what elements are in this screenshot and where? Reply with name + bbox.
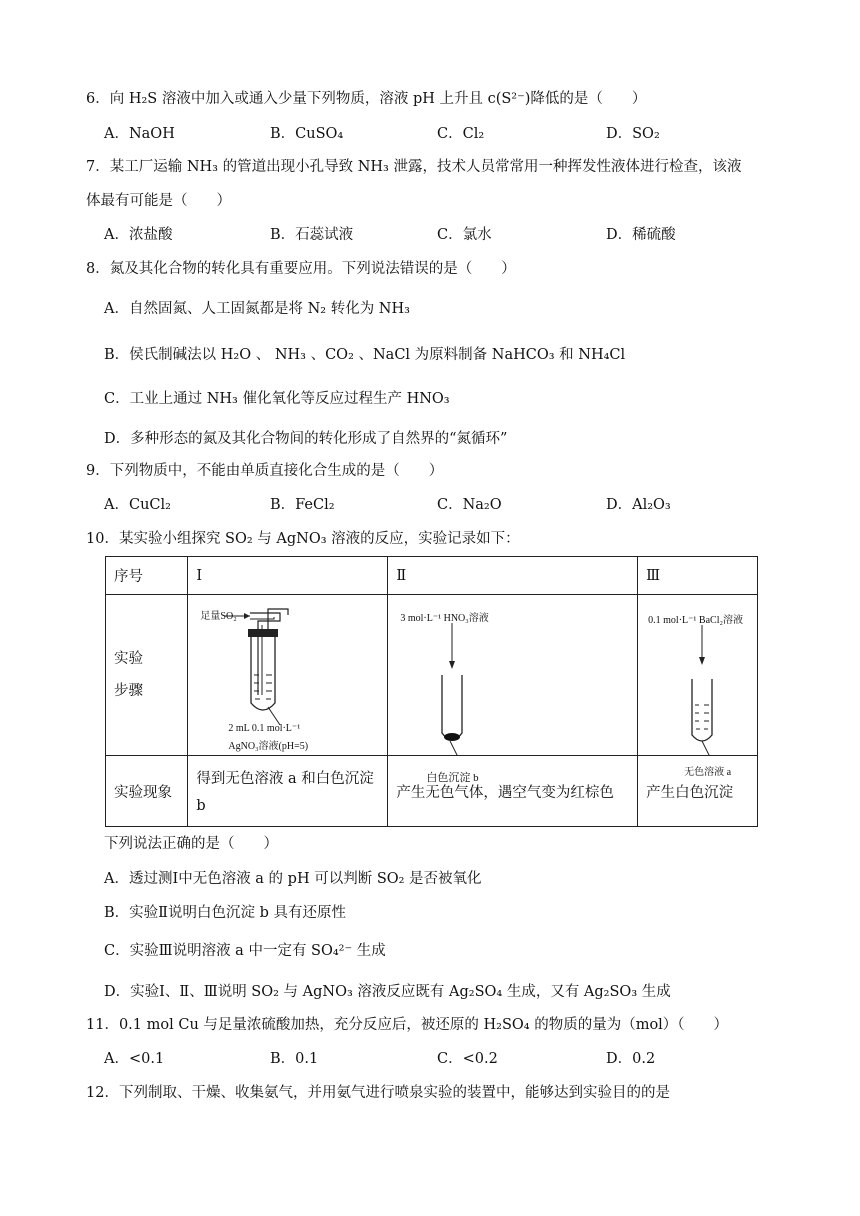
q11-option-d: D．0.2 — [606, 1051, 656, 1067]
q7-option-b: B．石蕊试液 — [270, 227, 354, 243]
step-figure-2 — [388, 595, 638, 784]
fig2-bottom-label: 白色沉淀 b — [426, 772, 479, 784]
fig3-top-label: 0.1 mol·L⁻¹ BaCl₂溶液 — [648, 615, 743, 626]
q8-option-a: A．自然固氮、人工固氮都是将 N₂ 转化为 NH₃ — [104, 301, 410, 317]
fig2-top-label: 3 mol·L⁻¹ HNO₃溶液 — [400, 613, 489, 624]
q6-option-d: D．SO₂ — [606, 126, 660, 142]
q12-stem: 12．下列制取、干燥、收集氨气，并用氨气进行喷泉实验的装置中，能够达到实验目的的是 — [86, 1085, 670, 1101]
q7-stem-line2: 体最有可能是（ ） — [86, 193, 231, 209]
q6-stem: 6．向 H₂S 溶液中加入或通入少量下列物质，溶液 pH 上升且 c(S²⁻)降低的是（ ） — [86, 91, 647, 107]
q6-option-c: C．Cl₂ — [437, 126, 485, 142]
experiment-table — [105, 556, 758, 827]
step-label: 实验 步骤 — [106, 595, 188, 756]
q10-question: 下列说法正确的是（ ） — [104, 836, 278, 852]
header-exp-1: Ⅰ — [188, 557, 388, 595]
observation-2: 产生无色气体，遇空气变为红棕色 — [388, 756, 638, 827]
fig1-bottom-label-1: 2 mL 0.1 mol·L⁻¹ — [228, 723, 301, 734]
q8-option-b: B．侯氏制碱法以 H₂O 、 NH₃ 、CO₂ 、NaCl 为原料制备 NaHCO₃ 和 NH₄Cl — [104, 347, 626, 363]
q6-option-a: A．NaOH — [104, 126, 175, 142]
observation-1: 得到无色溶液 a 和白色沉淀 b — [188, 756, 388, 827]
q10-option-d: D．实验Ⅰ、Ⅱ、Ⅲ说明 SO₂ 与 AgNO₃ 溶液反应既有 Ag₂SO₄ 生成，又有 Ag₂SO₃ 生成 — [104, 984, 671, 1000]
q10-option-c: C．实验Ⅲ说明溶液 a 中一定有 SO₄²⁻ 生成 — [104, 943, 386, 959]
header-exp-2: Ⅱ — [388, 557, 638, 595]
q11-option-b: B．0.1 — [270, 1051, 319, 1067]
q11-option-c: C．<0.2 — [437, 1051, 498, 1067]
q6-option-b: B．CuSO₄ — [270, 126, 344, 142]
q11-option-a: A．<0.1 — [104, 1051, 165, 1067]
q10-stem: 10．某实验小组探究 SO₂ 与 AgNO₃ 溶液的反应，实验记录如下： — [86, 531, 520, 547]
observation-label: 实验现象 — [106, 756, 188, 827]
q10-option-b: B．实验Ⅱ说明白色沉淀 b 具有还原性 — [104, 905, 347, 921]
q9-option-b: B．FeCl₂ — [270, 497, 335, 513]
q7-option-c: C．氯水 — [437, 227, 492, 243]
q9-stem: 9．下列物质中，不能由单质直接化合生成的是（ ） — [86, 463, 444, 479]
header-seq: 序号 — [106, 557, 188, 595]
header-exp-3: Ⅲ — [638, 557, 758, 595]
q7-option-a: A．浓盐酸 — [104, 227, 173, 243]
q8-option-d: D．多种形态的氮及其化合物间的转化形成了自然界的“氮循环” — [104, 431, 508, 447]
q9-option-c: C．Na₂O — [437, 497, 502, 513]
fig1-bottom-label-2: AgNO₃溶液(pH=5) — [228, 741, 309, 752]
fig1-top-label: 足量SO₂ — [200, 611, 237, 622]
q11-stem: 11．0.1 mol Cu 与足量浓硫酸加热，充分反应后，被还原的 H₂SO₄ 的物质的量为（mol）（ ） — [86, 1017, 729, 1033]
step-figure-1 — [188, 595, 388, 756]
fig3-bottom-label: 无色溶液 a — [684, 767, 732, 778]
q8-option-c: C．工业上通过 NH₃ 催化氧化等反应过程生产 HNO₃ — [104, 391, 450, 407]
observation-3: 产生白色沉淀 — [638, 756, 758, 827]
q7-option-d: D．稀硫酸 — [606, 227, 676, 243]
q9-option-d: D．Al₂O₃ — [606, 497, 671, 513]
q8-stem: 8．氮及其化合物的转化具有重要应用。下列说法错误的是（ ） — [86, 261, 516, 277]
q10-option-a: A．透过测Ⅰ中无色溶液 a 的 pH 可以判断 SO₂ 是否被氧化 — [104, 871, 482, 887]
q7-stem-line1: 7．某工厂运输 NH₃ 的管道出现小孔导致 NH₃ 泄露，技术人员常常用一种挥发性液体进行检查，该液 — [86, 159, 742, 175]
step-figure-3 — [638, 595, 758, 778]
q9-option-a: A．CuCl₂ — [104, 497, 171, 513]
